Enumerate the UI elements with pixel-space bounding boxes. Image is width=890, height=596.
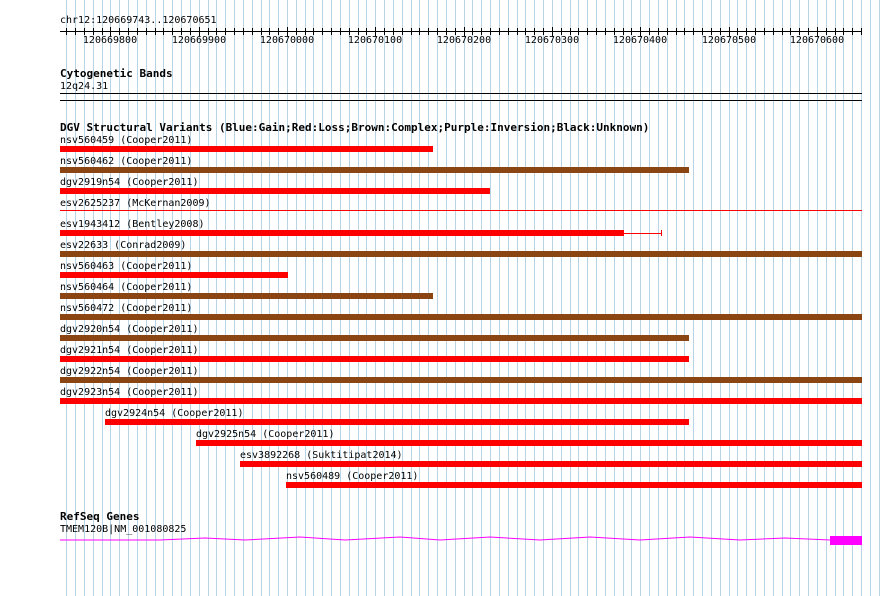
variant-label[interactable]: nsv560472 (Cooper2011) bbox=[60, 303, 193, 314]
ruler-minor-tick bbox=[746, 28, 747, 35]
ruler-minor-tick bbox=[587, 28, 588, 35]
ruler-minor-tick bbox=[146, 28, 147, 35]
variant-label[interactable]: esv3892268 (Suktitipat2014) bbox=[240, 450, 403, 461]
ruler-minor-tick bbox=[137, 28, 138, 35]
variant-bar[interactable] bbox=[60, 167, 689, 173]
ruler-tick-label: 120670000 bbox=[259, 35, 315, 46]
ruler-minor-tick bbox=[243, 28, 244, 35]
variant-label[interactable]: dgv2925n54 (Cooper2011) bbox=[196, 429, 335, 440]
ruler-minor-tick bbox=[499, 28, 500, 35]
variant-extension-line bbox=[624, 233, 661, 234]
ruler-minor-tick bbox=[163, 28, 164, 35]
ruler-minor-tick bbox=[234, 28, 235, 35]
cytoband-bar-bottom bbox=[60, 100, 862, 101]
gene-intron-line bbox=[60, 537, 830, 540]
ruler-minor-tick bbox=[649, 28, 650, 35]
ruler-minor-tick bbox=[358, 28, 359, 35]
ruler-minor-tick bbox=[490, 28, 491, 35]
ruler-minor-tick bbox=[402, 28, 403, 35]
ruler-minor-tick bbox=[843, 28, 844, 35]
dgv-title: DGV Structural Variants (Blue:Gain;Red:Loss;Brown:Complex;Purple:Inversion;Black:Unknown) bbox=[60, 121, 650, 134]
ruler-minor-tick bbox=[570, 28, 571, 35]
variant-label[interactable]: esv1943412 (Bentley2008) bbox=[60, 219, 205, 230]
ruler-minor-tick bbox=[676, 28, 677, 35]
ruler-minor-tick bbox=[472, 28, 473, 35]
ruler-minor-tick bbox=[278, 28, 279, 35]
ruler-minor-tick bbox=[366, 28, 367, 35]
ruler-minor-tick bbox=[66, 28, 67, 35]
ruler-minor-tick bbox=[428, 28, 429, 35]
ruler-tick-label: 120670300 bbox=[524, 35, 580, 46]
ruler-minor-tick bbox=[808, 28, 809, 35]
ruler-minor-tick bbox=[419, 28, 420, 35]
ruler-minor-tick bbox=[737, 28, 738, 35]
variant-bar[interactable] bbox=[60, 146, 433, 152]
ruler-minor-tick bbox=[764, 28, 765, 35]
ruler-minor-tick bbox=[446, 28, 447, 35]
ruler-minor-tick bbox=[605, 28, 606, 35]
ruler-minor-tick bbox=[614, 28, 615, 35]
ruler-minor-tick bbox=[437, 28, 438, 35]
ruler-minor-tick bbox=[313, 28, 314, 35]
ruler-minor-tick bbox=[93, 28, 94, 35]
ruler-minor-tick bbox=[331, 28, 332, 35]
ruler-minor-tick bbox=[631, 28, 632, 35]
ruler-minor-tick bbox=[693, 28, 694, 35]
variant-extension-cap bbox=[661, 230, 662, 236]
ruler-minor-tick bbox=[684, 28, 685, 35]
ruler-minor-tick bbox=[225, 28, 226, 35]
ruler-minor-tick bbox=[322, 28, 323, 35]
variant-bar[interactable] bbox=[60, 356, 689, 362]
ruler-minor-tick bbox=[190, 28, 191, 35]
ruler-minor-tick bbox=[216, 28, 217, 35]
ruler-minor-tick bbox=[782, 28, 783, 35]
ruler-minor-tick bbox=[711, 28, 712, 35]
variant-bar[interactable] bbox=[60, 335, 689, 341]
ruler-minor-tick bbox=[208, 28, 209, 35]
ruler-minor-tick bbox=[852, 28, 853, 35]
variant-label[interactable]: esv2625237 (McKernan2009) bbox=[60, 198, 211, 209]
variant-bar[interactable] bbox=[60, 210, 862, 211]
variant-bar[interactable] bbox=[60, 398, 862, 404]
variant-label[interactable]: dgv2921n54 (Cooper2011) bbox=[60, 345, 199, 356]
ruler-tick-label: 120669900 bbox=[171, 35, 227, 46]
ruler-minor-tick bbox=[790, 28, 791, 35]
ruler-minor-tick bbox=[623, 28, 624, 35]
ruler-minor-tick bbox=[543, 28, 544, 35]
variant-label[interactable]: dgv2919n54 (Cooper2011) bbox=[60, 177, 199, 188]
variant-bar[interactable] bbox=[240, 461, 862, 467]
variant-label[interactable]: nsv560462 (Cooper2011) bbox=[60, 156, 193, 167]
variant-label[interactable]: dgv2920n54 (Cooper2011) bbox=[60, 324, 199, 335]
ruler-minor-tick bbox=[720, 28, 721, 35]
gene-exon[interactable] bbox=[830, 536, 862, 545]
ruler-minor-tick bbox=[269, 28, 270, 35]
ruler-minor-tick bbox=[667, 28, 668, 35]
ruler-minor-tick bbox=[84, 28, 85, 35]
ruler-minor-tick bbox=[799, 28, 800, 35]
ruler-minor-tick bbox=[252, 28, 253, 35]
ruler-minor-tick bbox=[525, 28, 526, 35]
variant-bar[interactable] bbox=[60, 251, 862, 257]
variant-label[interactable]: esv22633 (Conrad2009) bbox=[60, 240, 187, 251]
variant-bar[interactable] bbox=[60, 272, 288, 278]
ruler-minor-tick bbox=[261, 28, 262, 35]
ruler-minor-tick bbox=[155, 28, 156, 35]
variant-label[interactable]: nsv560489 (Cooper2011) bbox=[286, 471, 419, 482]
ruler-location: chr12:120669743..120670651 bbox=[60, 15, 217, 26]
ruler-tick-label: 120670500 bbox=[701, 35, 757, 46]
ruler-minor-tick bbox=[658, 28, 659, 35]
variant-bar[interactable] bbox=[60, 377, 862, 383]
ruler-tick-label: 120670100 bbox=[347, 35, 403, 46]
ruler-minor-tick bbox=[455, 28, 456, 35]
variant-label[interactable]: dgv2924n54 (Cooper2011) bbox=[105, 408, 244, 419]
ruler-tick-label: 120670600 bbox=[789, 35, 845, 46]
ruler-minor-tick bbox=[596, 28, 597, 35]
ruler-minor-tick bbox=[172, 28, 173, 35]
cytobands-title: Cytogenetic Bands bbox=[60, 67, 173, 80]
gene-model[interactable] bbox=[0, 532, 890, 552]
ruler-minor-tick bbox=[102, 28, 103, 35]
ruler-minor-tick bbox=[340, 28, 341, 35]
cytoband-bar-top bbox=[60, 93, 862, 94]
variant-label[interactable]: nsv560459 (Cooper2011) bbox=[60, 135, 193, 146]
ruler-minor-tick bbox=[561, 28, 562, 35]
ruler-minor-tick bbox=[128, 28, 129, 35]
ruler-minor-tick bbox=[773, 28, 774, 35]
cytoband-label: 12q24.31 bbox=[60, 81, 109, 92]
refseq-gene-label[interactable]: TMEM120B|NM_001080825 bbox=[60, 524, 187, 535]
ruler-minor-tick bbox=[861, 28, 862, 35]
ruler-minor-tick bbox=[835, 28, 836, 35]
variant-bar[interactable] bbox=[60, 188, 490, 194]
ruler-minor-tick bbox=[181, 28, 182, 35]
variant-label[interactable]: nsv560463 (Cooper2011) bbox=[60, 261, 193, 272]
ruler-minor-tick bbox=[508, 28, 509, 35]
ruler-minor-tick bbox=[826, 28, 827, 35]
ruler-tick-label: 120670400 bbox=[612, 35, 668, 46]
ruler-minor-tick bbox=[349, 28, 350, 35]
variant-bar[interactable] bbox=[286, 482, 862, 488]
variant-bar[interactable] bbox=[60, 314, 862, 320]
ruler-minor-tick bbox=[384, 28, 385, 35]
variant-label[interactable]: dgv2923n54 (Cooper2011) bbox=[60, 387, 199, 398]
ruler-minor-tick bbox=[75, 28, 76, 35]
refseq-title: RefSeq Genes bbox=[60, 510, 140, 523]
variant-label[interactable]: nsv560464 (Cooper2011) bbox=[60, 282, 193, 293]
ruler-minor-tick bbox=[702, 28, 703, 35]
ruler-minor-tick bbox=[534, 28, 535, 35]
variant-bar[interactable] bbox=[60, 230, 624, 236]
ruler-tick-label: 120669800 bbox=[82, 35, 138, 46]
ruler-minor-tick bbox=[578, 28, 579, 35]
variant-bar[interactable] bbox=[196, 440, 862, 446]
ruler-minor-tick bbox=[296, 28, 297, 35]
ruler-minor-tick bbox=[305, 28, 306, 35]
ruler-minor-tick bbox=[411, 28, 412, 35]
ruler-minor-tick bbox=[393, 28, 394, 35]
ruler-minor-tick bbox=[119, 28, 120, 35]
ruler-minor-tick bbox=[755, 28, 756, 35]
ruler-minor-tick bbox=[481, 28, 482, 35]
variant-label[interactable]: dgv2922n54 (Cooper2011) bbox=[60, 366, 199, 377]
ruler-minor-tick bbox=[517, 28, 518, 35]
ruler-tick-label: 120670200 bbox=[436, 35, 492, 46]
variant-bar[interactable] bbox=[105, 419, 689, 425]
variant-bar[interactable] bbox=[60, 293, 433, 299]
